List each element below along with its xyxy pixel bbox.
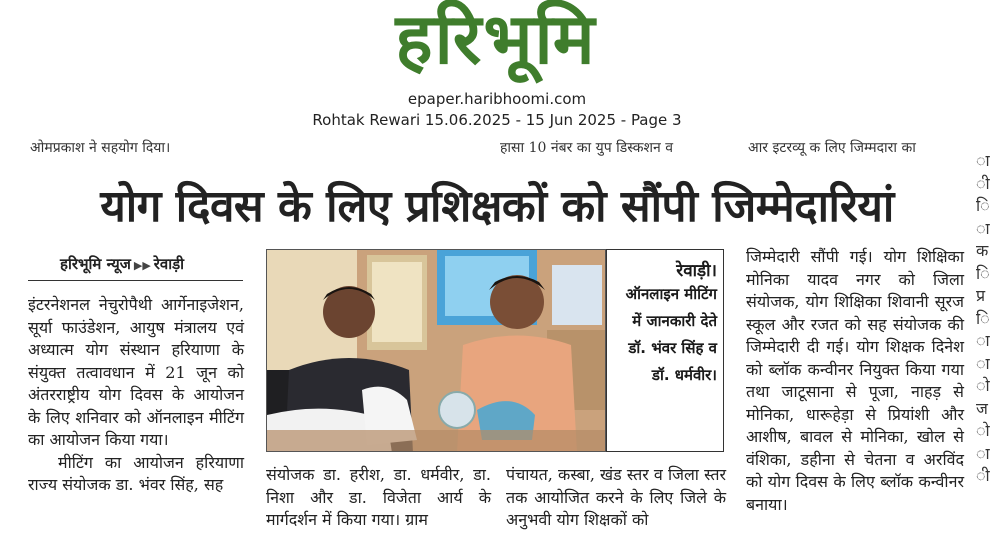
article-column-1 — [28, 294, 244, 497]
article-paragraph: मीटिंग का आयोजन हरियाणा राज्य संयोजक डा. भंवर सिंह, सह — [28, 452, 244, 494]
edition-info: Rohtak Rewari 15.06.2025 - 15 Jun 2025 - Page 3 — [312, 111, 682, 129]
article-column-3: पंचायत, कस्बा, खंड स्तर व जिला स्तर तक आयोजित करने के लिए जिले के अनुभवी योग शिक्षकों को — [506, 465, 726, 529]
previous-article-fragment: ओमप्रकाश ने सहयोग दिया। — [30, 140, 171, 156]
epaper-url[interactable]: epaper.haribhoomi.com — [407, 90, 587, 108]
article-paragraph: इंटरनेशनल नेचुरोपैथी आर्गेनाइजेशन, सूर्या फाउंडेशन, आयुष मंत्रालय एवं अध्यात्म योग संस्थान हरियाणा के संयुक्त तत्वावधान में 21 जून को अंतरराष्ट्रीय योग दिवस के आयोजन के लिए शनिवार को ऑनलाइन मीटिंग का आयोजन किया गया। — [28, 295, 244, 449]
byline-place: रेवाड़ी — [153, 255, 185, 273]
article-photo — [266, 249, 606, 452]
caption-text: ऑनलाइन मीटिंग में जानकारी देते डॉ. भंवर सिंह व डॉ. धर्मवीर। — [625, 285, 717, 384]
previous-article-fragment: आर इटरव्यू क लिए जिम्मदारा का — [748, 140, 916, 156]
byline-source: हरिभूमि न्यूज — [60, 255, 131, 273]
article-headline: योग दिवस के लिए प्रशिक्षकों को सौंपी जिम्मेदारियां — [100, 181, 894, 232]
logo-wordmark: हरिभूमि — [395, 0, 597, 80]
haribhoomi-logo[interactable] — [350, 0, 642, 82]
previous-article-fragment: हासा 10 नंबर का युप डिस्कशन व — [500, 140, 673, 156]
article-byline — [60, 254, 184, 274]
byline-arrows-icon: ▶▶ — [133, 259, 151, 272]
adjacent-column-cutoff: ा ी ि ा क ि प्र ि ा ा ो ज ो ा ी — [976, 151, 990, 485]
photo-caption — [606, 249, 724, 452]
byline-divider — [28, 280, 243, 281]
caption-place: रेवाड़ी। — [676, 261, 717, 281]
article-column-2: संयोजक डा. हरीश, डा. धर्मवीर, डा. निशा और डा. विजेता आर्य के मार्गदर्शन में किया गया। ग्राम — [266, 465, 491, 529]
photo-illustration — [267, 250, 606, 452]
article-column-4: जिम्मेदारी सौंपी गई। योग शिक्षिका मोनिका यादव नगर को जिला संयोजक, योग शिक्षिका शिवानी सूरज स्कूल और रजत को सह संयोजक की जिम्मेदारी दी गई। योग शिक्षक दिनेश को ब्लॉक कन्वीनर नियुक्त किया गया तथा जाटूसाना से पूजा, नाहड़ से मोनिका, धारूहेड़ा से प्रियांशी और आशीष, बावल से मोनिका, खोल से वंशिका, डहीना से चेतना व अरविंद को योग दिवस के लिए ब्लॉक कन्वीनर बनाया। — [746, 247, 964, 514]
epaper-masthead — [0, 0, 994, 136]
